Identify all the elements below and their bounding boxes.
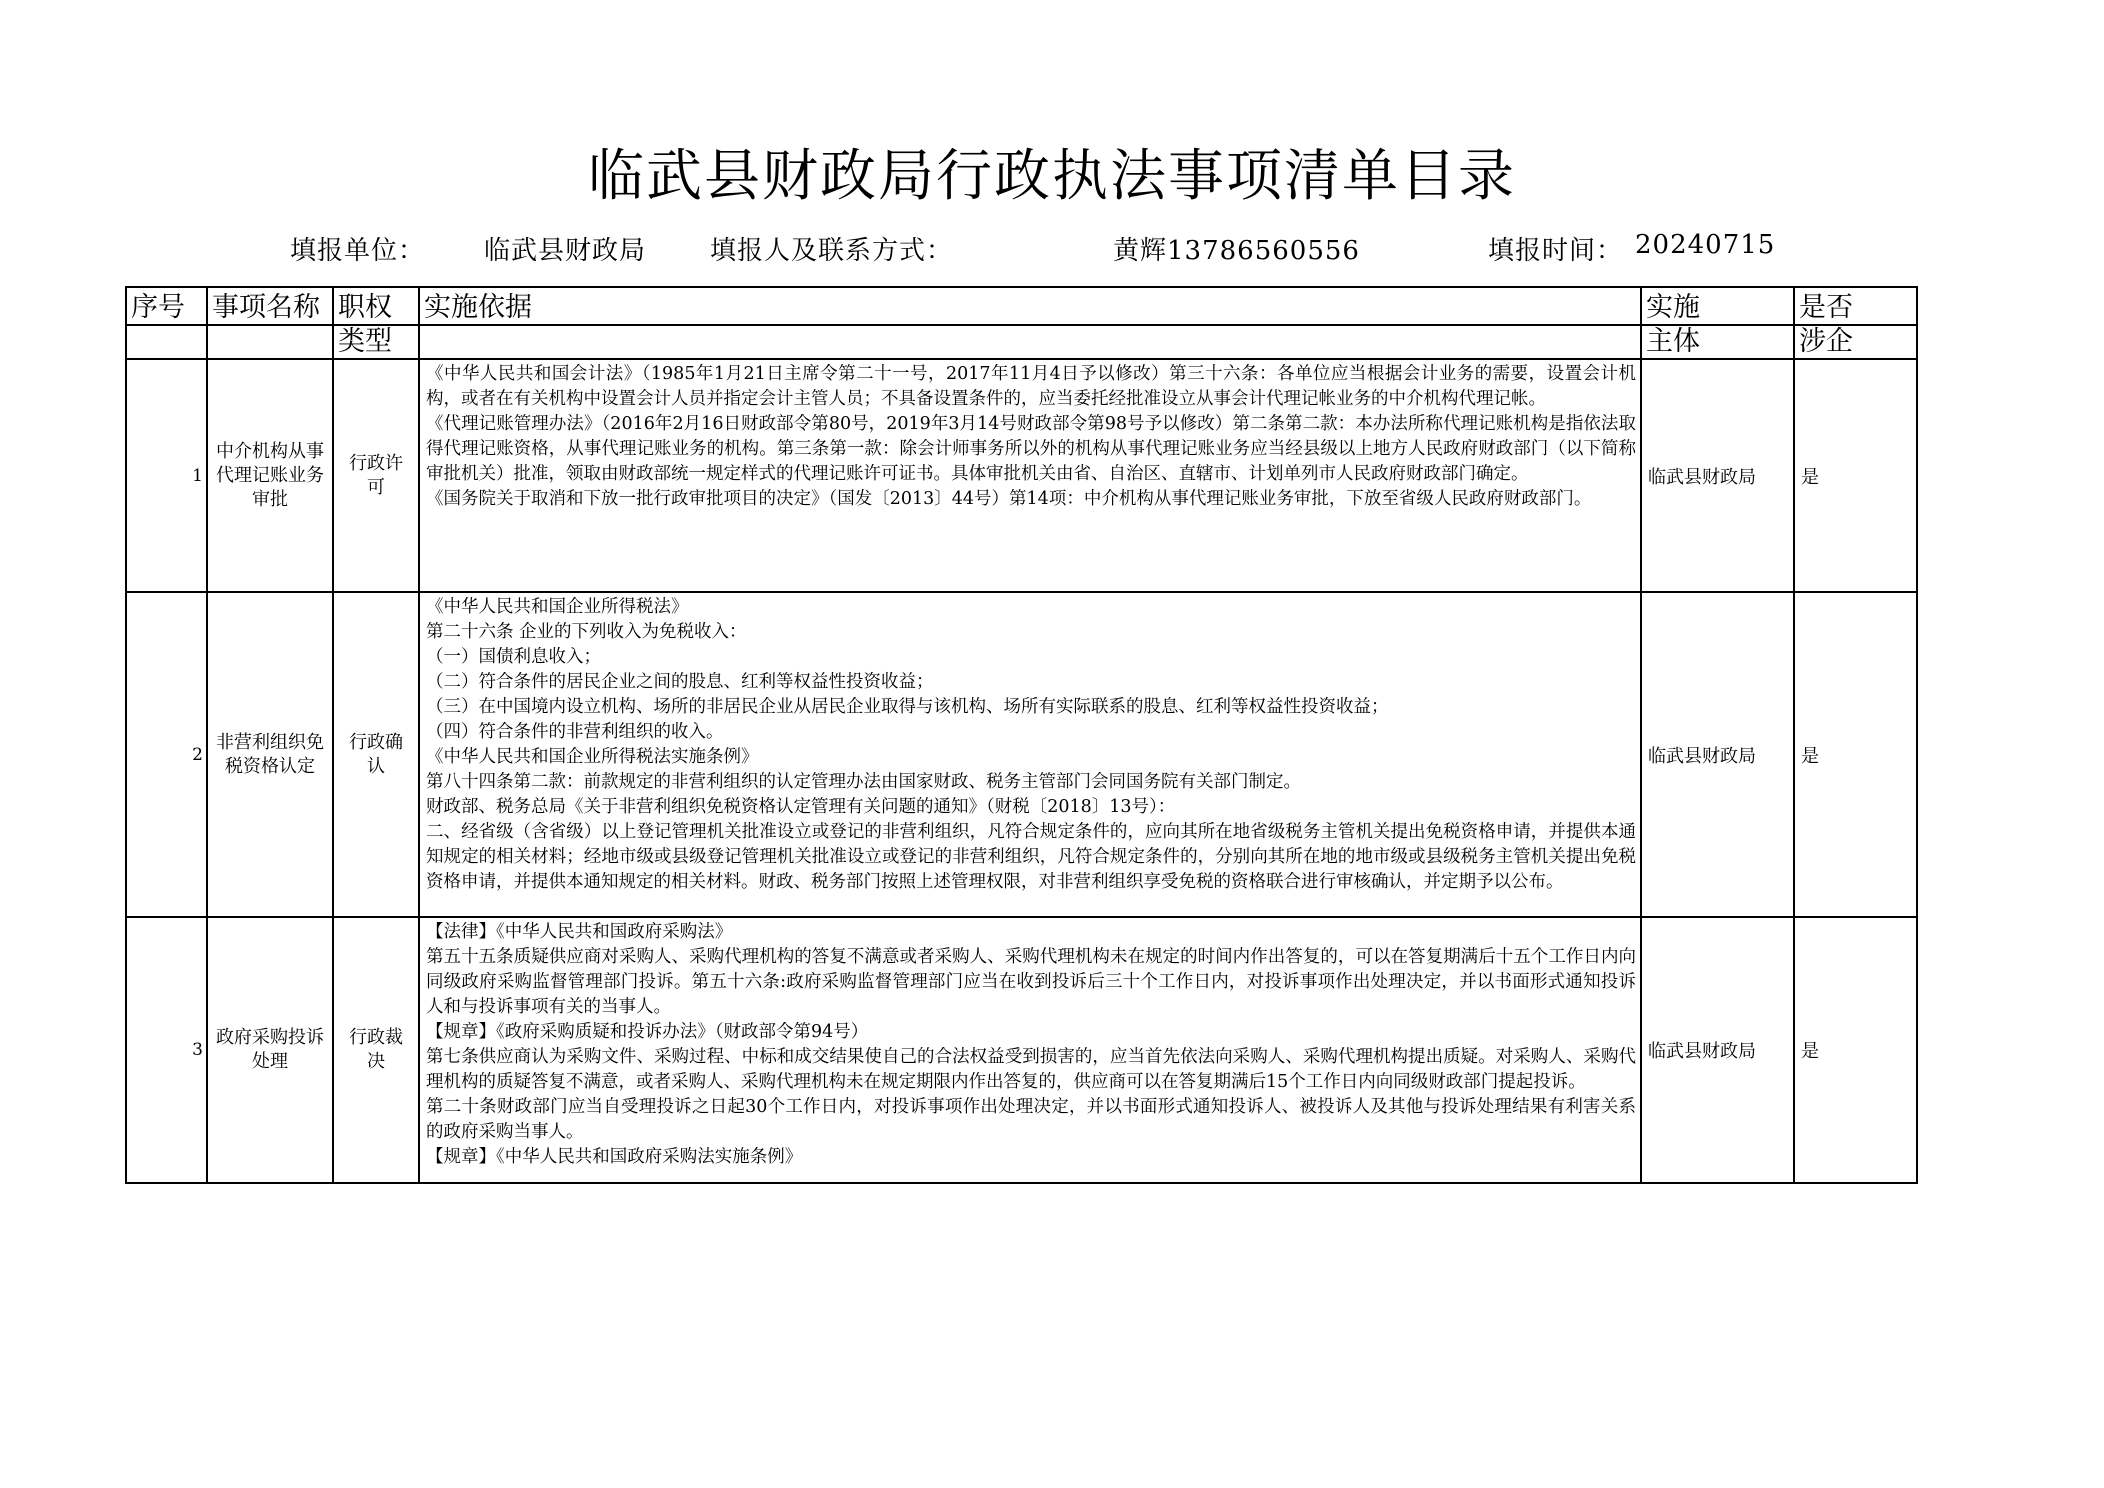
header-seq-cont [126, 325, 207, 359]
basis-paragraph: 二、经省级（含省级）以上登记管理机关批准设立或登记的非营利组织，凡符合规定条件的，应向其所在地省级税务主管机关提出免税资格申请，并提供本通知规定的相关材料；经地市级或县级登记管理机关批准设立或登记的非营利组织，凡符合规定条件的，分别向其所在地的地市级或县级税务主管机关提出免税资格申请，并提供本通知规定的相关材料。财政、税务部门按照上述管理权限，对非营利组织享受免税的资格联合进行审核确认，并定期予以公布。 [426, 822, 1636, 892]
row-subject: 临武县财政局 [1641, 592, 1794, 917]
row-subject: 临武县财政局 [1641, 359, 1794, 592]
row-enterprise-flag: 是 [1794, 592, 1917, 917]
row-seq: 1 [126, 359, 207, 592]
row-item-name: 中介机构从事代理记账业务审批 [207, 359, 333, 592]
time-label: 填报时间： [1488, 236, 1624, 266]
header-name: 事项名称 [207, 287, 333, 325]
header-enterprise-2: 涉企 [1794, 325, 1917, 359]
row-seq: 3 [126, 917, 207, 1183]
header-subject-1: 实施 [1641, 287, 1794, 325]
unit-label: 填报单位： [290, 236, 426, 266]
basis-paragraph: 第二十六条 企业的下列收入为免税收入： [426, 622, 747, 642]
header-seq: 序号 [126, 287, 207, 325]
row-item-name: 非营利组织免税资格认定 [207, 592, 333, 917]
table-row [126, 917, 1917, 1183]
header-power-1: 职权 [333, 287, 419, 325]
row-enterprise-flag: 是 [1794, 359, 1917, 592]
row-basis [419, 359, 1641, 592]
basis-paragraph: 【规章】《中华人民共和国政府采购法实施条例》 [426, 1147, 803, 1167]
basis-paragraph: 《中华人民共和国企业所得税法》 [426, 597, 689, 617]
time-value: 20240715 [1635, 230, 1776, 260]
contact-value: 黄辉13786560556 [1113, 236, 1360, 266]
basis-paragraph: 【规章】《政府采购质疑和投诉办法》（财政部令第94号） [426, 1022, 869, 1042]
basis-paragraph: 《国务院关于取消和下放一批行政审批项目的决定》（国发〔2013〕44号）第14项：中介机构从事代理记账业务审批，下放至省级人民政府财政部门。 [426, 489, 1592, 509]
row-power-type: 行政裁决 [333, 917, 419, 1183]
row-seq: 2 [126, 592, 207, 917]
basis-paragraph: （三）在中国境内设立机构、场所的非居民企业从居民企业取得与该机构、场所有实际联系的股息、红利等权益性投资收益； [426, 697, 1389, 717]
header-enterprise-1: 是否 [1794, 287, 1917, 325]
row-power-type: 行政确认 [333, 592, 419, 917]
table-row [126, 592, 1917, 917]
contact-label: 填报人及联系方式： [710, 236, 954, 266]
header-subject-2: 主体 [1641, 325, 1794, 359]
row-item-name: 政府采购投诉处理 [207, 917, 333, 1183]
row-basis [419, 592, 1641, 917]
enforcement-list-table [125, 286, 1918, 1184]
basis-paragraph: 【法律】《中华人民共和国政府采购法》 [426, 922, 733, 942]
basis-paragraph: 财政部、税务总局《关于非营利组织免税资格认定管理有关问题的通知》（财税〔2018〕13号）： [426, 797, 1176, 817]
header-basis-cont [419, 325, 1641, 359]
row-enterprise-flag: 是 [1794, 917, 1917, 1183]
basis-paragraph: 第五十五条质疑供应商对采购人、采购代理机构的答复不满意或者采购人、采购代理机构未在规定的时间内作出答复的，可以在答复期满后十五个工作日内向同级政府采购监督管理部门投诉。第五十六条:政府采购监督管理部门应当在收到投诉后三十个工作日内，对投诉事项作出处理决定，并以书面形式通知投诉人和与投诉事项有关的当事人。 [426, 947, 1636, 1017]
table-row [126, 359, 1917, 592]
basis-paragraph: （一）国债利息收入； [426, 647, 601, 667]
basis-paragraph: 第二十条财政部门应当自受理投诉之日起30个工作日内，对投诉事项作出处理决定，并以书面形式通知投诉人、被投诉人及其他与投诉处理结果有利害关系的政府采购当事人。 [426, 1097, 1636, 1142]
page-title: 临武县财政局行政执法事项清单目录 [588, 144, 1516, 209]
basis-paragraph: 《代理记账管理办法》（2016年2月16日财政部令第80号，2019年3月14号财政部令第98号予以修改）第二条第二款：本办法所称代理记账机构是指依法取得代理记账资格，从事代理记账业务的机构。第三条第一款：除会计师事务所以外的机构从事代理记账业务应当经县级以上地方人民政府财政部门（以下简称审批机关）批准，领取由财政部统一规定样式的代理记账许可证书。具体审批机关由省、自治区、直辖市、计划单列市人民政府财政部门确定。 [426, 414, 1636, 484]
header-basis: 实施依据 [419, 287, 1641, 325]
header-name-cont [207, 325, 333, 359]
basis-paragraph: （四）符合条件的非营利组织的收入。 [426, 722, 724, 742]
basis-paragraph: 第八十四条第二款：前款规定的非营利组织的认定管理办法由国家财政、税务主管部门会同国务院有关部门制定。 [426, 772, 1301, 792]
row-power-type: 行政许可 [333, 359, 419, 592]
basis-paragraph: 第七条供应商认为采购文件、采购过程、中标和成交结果使自己的合法权益受到损害的，应当首先依法向采购人、采购代理机构提出质疑。对采购人、采购代理机构的质疑答复不满意，或者采购人、采购代理机构未在规定期限内作出答复的，供应商可以在答复期满后15个工作日内向同级财政部门提起投诉。 [426, 1047, 1636, 1092]
row-basis [419, 917, 1641, 1183]
basis-paragraph: 《中华人民共和国企业所得税法实施条例》 [426, 747, 759, 767]
row-subject: 临武县财政局 [1641, 917, 1794, 1183]
header-power-2: 类型 [333, 325, 419, 359]
basis-paragraph: （二）符合条件的居民企业之间的股息、红利等权益性投资收益； [426, 672, 934, 692]
unit-value: 临武县财政局 [484, 236, 647, 266]
basis-paragraph: 《中华人民共和国会计法》（1985年1月21日主席令第二十一号，2017年11月4日予以修改）第三十六条：各单位应当根据会计业务的需要，设置会计机构，或者在有关机构中设置会计人员并指定会计主管人员；不具备设置条件的，应当委托经批准设立从事会计代理记帐业务的中介机构代理记帐。 [426, 364, 1636, 409]
header-row-2 [126, 325, 1917, 359]
header-row-1 [126, 287, 1917, 325]
